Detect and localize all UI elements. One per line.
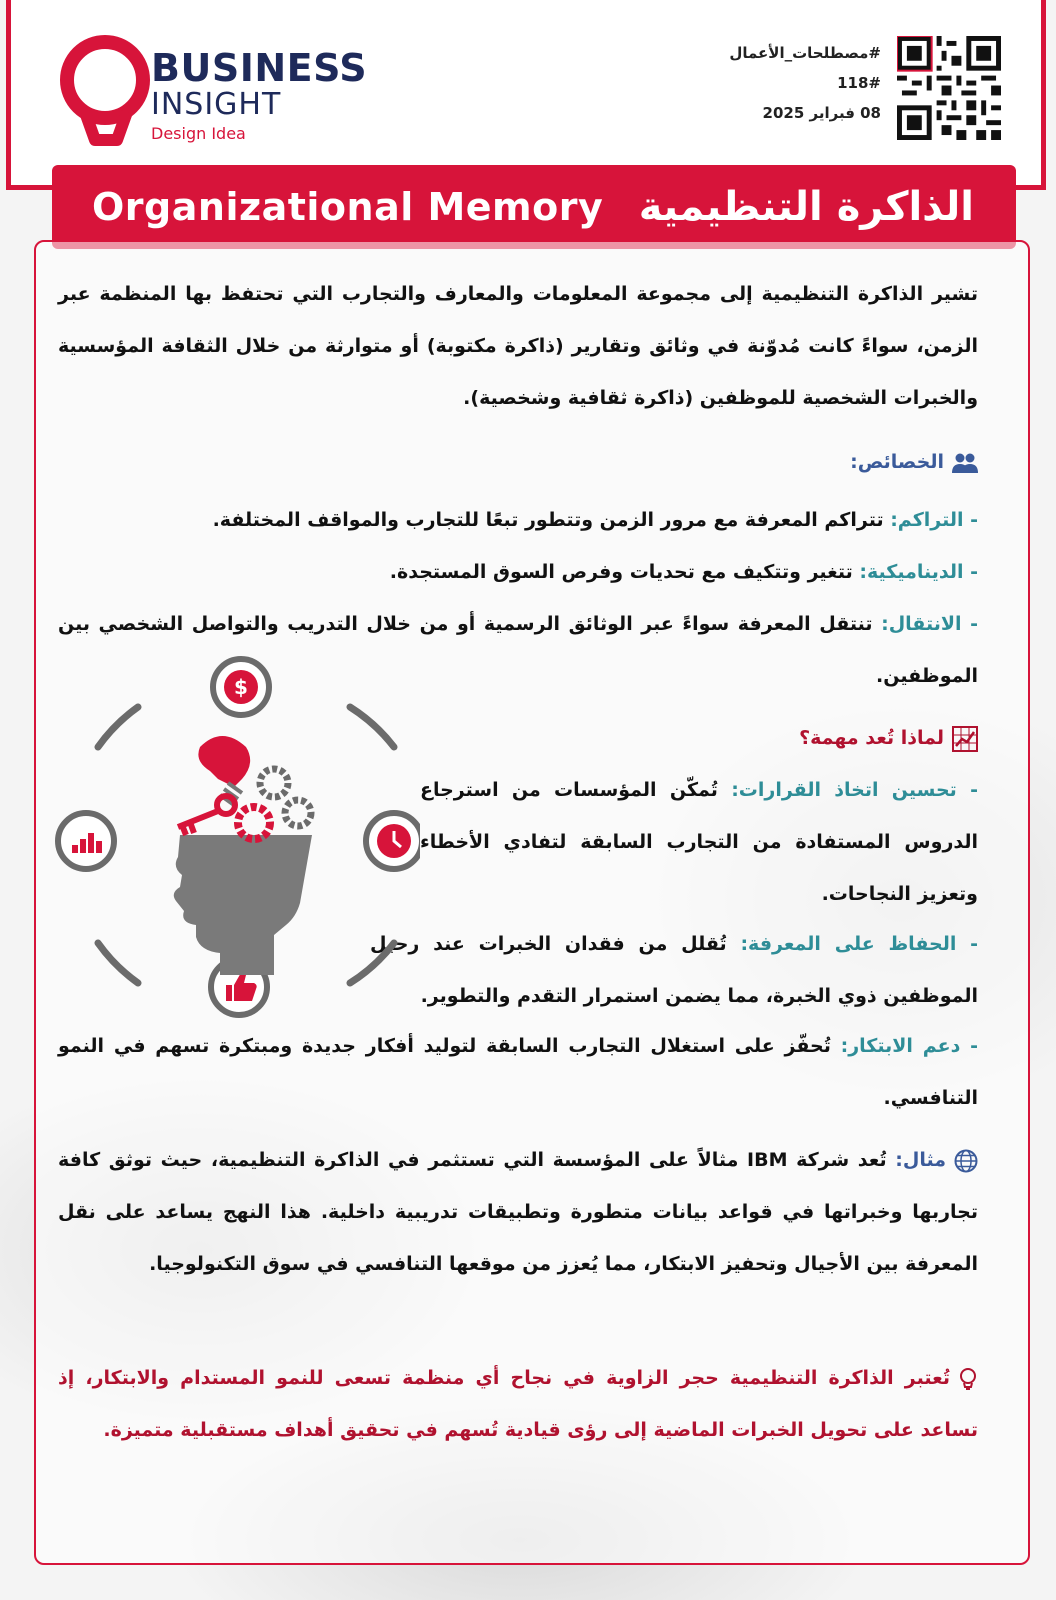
chart-icon	[952, 726, 978, 752]
intro-paragraph: تشير الذاكرة التنظيمية إلى مجموعة المعلومات والمعارف والتجارب التي تحتفظ بها المنظمة عبر الزمن، سواءً كانت مُدوّنة في وثائق وتقارير (ذاكرة مكتوبة) أو متوارثة من خلال الثقافة المؤسسية والخبرات الشخصية للموظفين (ذاكرة ثقافية وشخصية).	[58, 283, 978, 409]
item-label: - تحسين اتخاذ القرارات:	[731, 779, 978, 801]
importance-item-innovation	[58, 1020, 978, 1124]
example-text: تُعد شركة IBM مثالاً على المؤسسة التي تستثمر في الذاكرة التنظيمية، حيث توثق كافة تجاربها وخبراتها في قواعد بيانات متطورة وتطبيقات تدريبية داخلية. هذا النهج يساعد على نقل المعرفة بين الأجيال وتحفيز الابتكار، مما يُعزز من موقعها التنافسي في سوق التكنولوجيا.	[58, 1149, 978, 1275]
item-label: - التراكم:	[890, 509, 978, 531]
item-text: تُمكّن المؤسسات من استرجاع الدروس المستفادة من التجارب السابقة لتفادي الأخطاء وتعزيز النجاحات.	[420, 779, 978, 905]
item-text: تتغير وتتكيف مع تحديات وفرص السوق المستجدة.	[389, 561, 860, 583]
item-text: تُقلل من فقدان الخبرات عند رحيل الموظفين ذوي الخبرة، مما يضمن استمرار التقدم والتطوير.	[370, 933, 978, 1007]
item-label: - الحفاظ على المعرفة:	[740, 933, 978, 955]
brand-logo	[51, 30, 391, 150]
item-label: - الانتقال:	[881, 613, 978, 635]
characteristic-item-accumulation	[58, 494, 978, 546]
characteristics-heading-text: الخصائص:	[850, 451, 944, 473]
importance-heading-text: لماذا تُعد مهمة؟	[799, 727, 944, 749]
example-label: مثال:	[895, 1149, 946, 1171]
importance-item-decisions	[420, 764, 978, 920]
importance-item-preserve	[370, 918, 978, 1022]
people-icon	[952, 452, 978, 474]
logo-line2: INSIGHT	[151, 87, 282, 122]
conclusion-paragraph	[58, 1352, 978, 1456]
title-bar	[52, 165, 1016, 249]
title-arabic: الذاكرة التنظيمية	[638, 184, 974, 230]
item-text: تُحفّز على استغلال التجارب السابقة لتوليد أفكار جديدة ومبتكرة تسهم في النمو التنافسي.	[58, 1035, 978, 1109]
globe-icon	[954, 1149, 978, 1173]
lightbulb-logo-icon	[55, 32, 165, 150]
issue-number: 118#	[837, 74, 881, 92]
title-english: Organizational Memory	[92, 185, 604, 229]
bar-chart-icon	[58, 813, 114, 869]
qr-code-icon[interactable]	[897, 36, 1001, 140]
item-text: تتراكم المعرفة مع مرور الزمن وتتطور تبعًا للتجارب والمواقف المختلفة.	[212, 509, 891, 531]
logo-tagline: Design Idea	[151, 124, 246, 143]
issue-date: 08 فبراير 2025	[762, 104, 881, 122]
dollar-icon	[213, 659, 269, 715]
issue-meta	[621, 38, 881, 128]
item-text: تنتقل المعرفة سواءً عبر الوثائق الرسمية أو من خلال التدريب والتواصل الشخصي بين الموظفين.	[58, 613, 978, 687]
conclusion-text: تُعتبر الذاكرة التنظيمية حجر الزاوية في نجاح أي منظمة تسعى للنمو المستدام والابتكار، إذ تساعد على تحويل الخبرات الماضية إلى رؤى قيادية تُسهم في تحقيق أهداف مستقبلية متميزة.	[58, 1367, 978, 1441]
example-paragraph	[58, 1134, 978, 1290]
lightbulb-icon	[958, 1367, 978, 1391]
logo-wordmark	[151, 48, 367, 143]
characteristic-item-dynamism	[58, 546, 978, 598]
item-label: - الديناميكية:	[859, 561, 978, 583]
hashtag: #مصطلحات_الأعمال	[729, 44, 881, 62]
svg-text:$: $	[234, 675, 248, 699]
logo-line1: BUSINESS	[151, 46, 368, 90]
characteristics-heading	[600, 440, 978, 484]
clock-icon	[366, 813, 420, 869]
head-gears-illustration	[50, 655, 420, 1035]
importance-heading	[600, 716, 978, 760]
item-label: - دعم الابتكار:	[840, 1035, 978, 1057]
header-frame	[6, 0, 1046, 190]
